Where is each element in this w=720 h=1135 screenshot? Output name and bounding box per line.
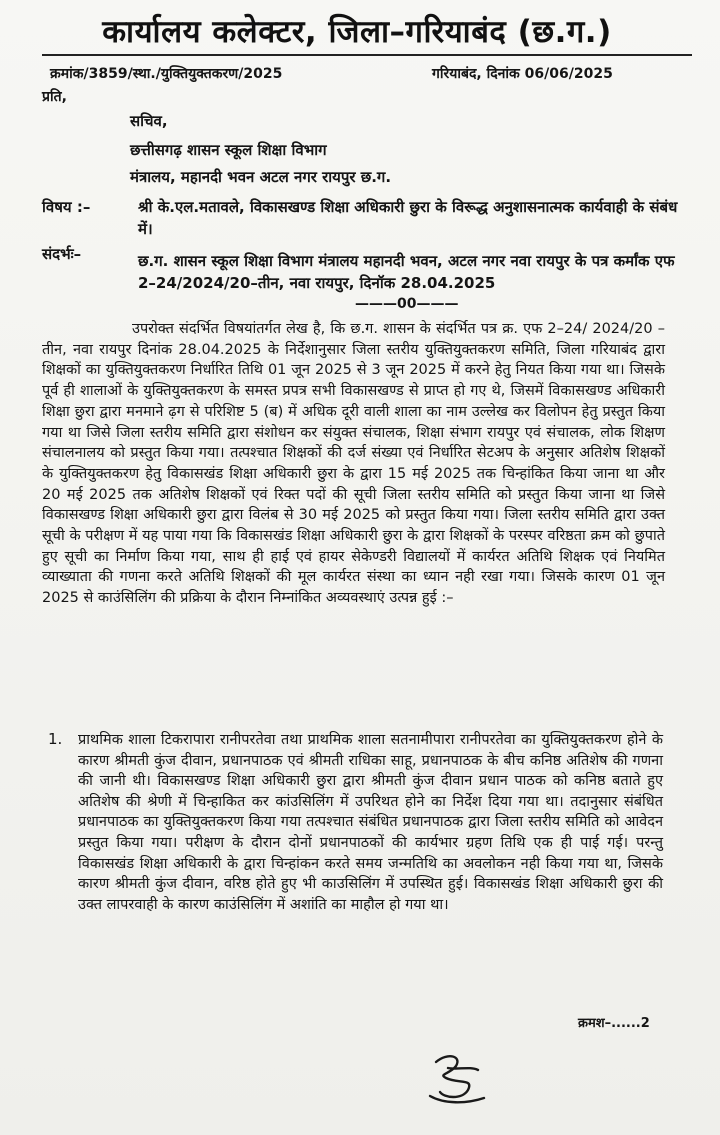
title-underline xyxy=(42,54,692,56)
list-item-text: प्राथमिक शाला टिकरापारा रानीपरतेवा तथा प्राथमिक शाला सतनामीपारा रानीपरतेवा का युक्तियुक्तकरण होने के कारण श्रीमती कुंज दीवान, प्रधानपाठक एवं श्रीमती राधिका साहू, प्रधानपाठक के बीच कनिष्ठ अतिशेष की गणना की जानी थी। विकासखण्ड शिक्षा अधिकारी छुरा द्वारा श्रीमती कुंज दीवान प्रधान पाठक को कनिष्ठ बताते हुए अतिशेष की श्रेणी में चिन्हाकित कर कांउसिलिंग में उपरिथत होने का निर्देश दिया गया था। तदानुसार संबंधित प्रधानपाठक का युक्तियुक्तकरण किया गया तत्पश्चात संबंधित प्रधानपाठक द्वारा जिला स्तरीय समिति को आवेदन प्रस्तुत किया गया। परीक्षण के दौरान दोनों प्रधानपाठकों की कार्यभार ग्रहण तिथि एक ही पाई गई। परन्तु विकासखंड शिक्षा अधिकारी के द्वारा चिन्हांकन करते समय जन्मतिथि का अवलोकन नही किया गया था, जिसके कारण श्रीमती कुंज दीवान, वरिष्ठ होते हुए भी काउसिलिंग में उपस्थित हुई। विकासखंड शिक्षा अधिकारी छुरा की उक्त लापरवाही के कारण काउंसिलिंग में अशांति का माहौल हो गया था। xyxy=(78,732,663,913)
addressee-line-2: छत्तीसगढ़ शासन स्कूल शिक्षा विभाग xyxy=(130,141,327,159)
reference-label: संदर्भः– xyxy=(42,245,82,263)
continuation-note: क्रमश–......2 xyxy=(578,1016,650,1031)
subject-text: श्री के.एल.मतावले, विकासखण्ड शिक्षा अधिकारी छुरा के विरूद्ध अनुशासनात्मक कार्यवाही के संबंध में। xyxy=(138,198,678,238)
letter-number: क्रमांक/3859/स्था./युक्तियुक्तकरण/2025 xyxy=(50,66,283,82)
subject-label: विषय :– xyxy=(42,198,91,216)
body-paragraph: उपरोक्त संदर्भित विषयांतर्गत लेख है, कि छ.ग. शासन के संदर्भित पत्र क्र. एफ 2–24/ 2024/20 –तीन, नवा रायपुर दिनांक 28.04.2025 के निर्देशानुसार जिला स्तरीय युक्तियुक्तकरण समिति, जिला गरियाबंद द्वारा शिक्षकों का युक्तियुक्तकरण निर्धारित तिथि 01 जून 2025 से 3 जून 2025 में करने हेतु नियत किया गया था। जिसके पूर्व ही शालाओं के युक्तियुक्तकरण के समस्त प्रपत्र सभी विकासखण्ड से प्राप्त हो गए थे, जिसमें विकासखण्ड अधिकारी शिक्षा छुरा द्वारा मनमाने ढ़ग से परिशिष्ट 5 (ब) में अधिक दूरी वाली शाला का नाम उल्लेख कर विलोपन हेतु प्रस्तुत किया गया था जिसे जिला स्तरीय समिति द्वारा संशोधन कर संयुक्त संचालक, शिक्षा संभाग रायपुर एवं संचालक, लोक शिक्षण संचालनालय को प्रस्तुत किया गया। तत्पश्चात शिक्षकों की दर्ज संख्या एवं निर्धारित सेटअप के अनुसार अतिशेष शिक्षकों के युक्तियुक्तकरण हेतु विकासखंड शिक्षा अधिकारी छुरा के द्वारा 15 मई 2025 तक चिन्हांकित किया जाना था और 20 मई 2025 तक अतिशेष शिक्षकों एवं रिक्त पदों की सूची जिला स्तरीय समिति को प्रस्तुत किया जाना था जिसे विकासखण्ड शिक्षा अधिकारी छुरा द्वारा विलंब से 30 मई 2025 को प्रस्तुत किया गया। जिला स्तरीय समिति द्वारा उक्त सूची के परीक्षण में यह पाया गया कि विकासखंड शिक्षा अधिकारी छुरा के द्वारा शिक्षकों के परस्पर वरिष्ठता क्रम को छुपाते हुए सूची का निर्माण किया गया, साथ ही हाई एवं हायर सेकेण्डरी विद्यालयों में कार्यरत अतिथि शिक्षक एवं नियमित व्याख्याता की गणना करते अतिथि शिक्षकों की मूल कार्यरत संस्था का ध्यान नही रखा गया। जिसके कारण 01 जून 2025 से काउंसिलिंग की प्रक्रिया के दौरान निम्नांकित अव्यवस्थाएं उत्पन्न हुई :– xyxy=(42,321,665,607)
addressee-line-1: सचिव, xyxy=(130,112,168,130)
reference-text: छ.ग. शासन स्कूल शिक्षा विभाग मंत्रालय महानदी भवन, अटल नगर नवा रायपुर के पत्र कर्मांक एफ 2–24/2024/20–तीन, नवा रायपुर, दिनॉक 28.04.2025 xyxy=(138,252,675,292)
addressee-line-3: मंत्रालय, महानदी भवन अटल नगर रायपुर छ.ग. xyxy=(130,168,392,186)
letter-place-date: गरियाबंद, दिनांक 06/06/2025 xyxy=(432,66,613,82)
section-divider: ———00——— xyxy=(355,296,459,312)
prati-label: प्रति, xyxy=(42,89,67,105)
signature-mark xyxy=(418,1048,498,1106)
office-title: कार्यालय कलेक्टर, जिला–गरियाबंद (छ.ग.) xyxy=(102,14,612,50)
list-item-number: 1. xyxy=(48,730,63,748)
